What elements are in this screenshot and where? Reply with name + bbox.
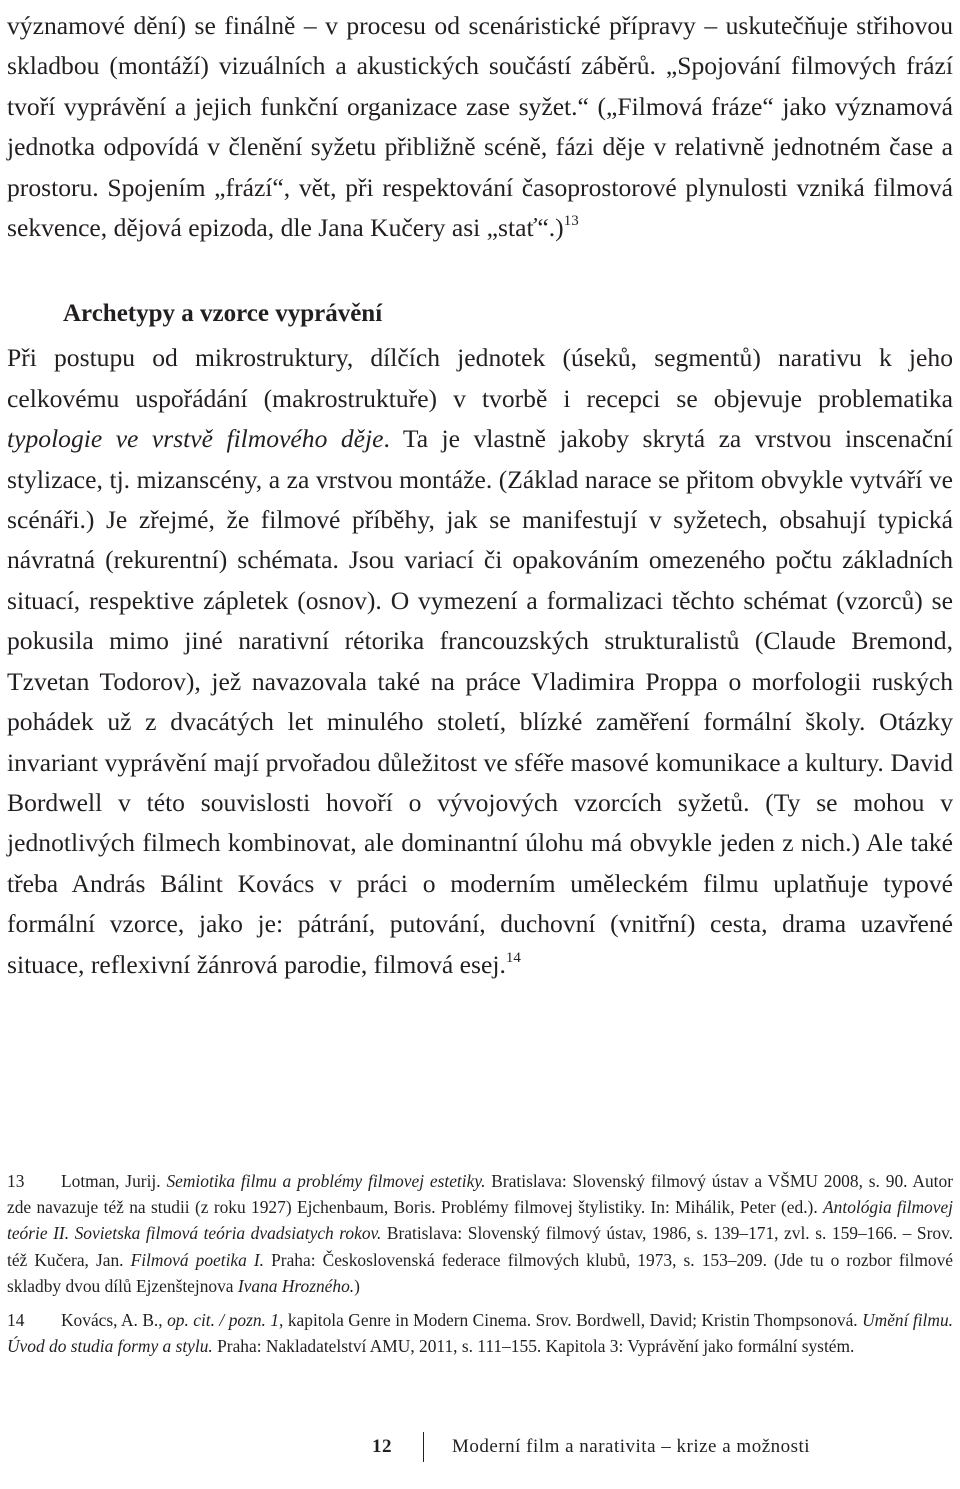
section-text-c: . Ta je vlastně jakoby skrytá za vrstvou inscenační stylizace, tj. mizanscény, a za vrstvou montáže. (Základ narace se přitom obvykle vytváří ve scénáři.) Je zřejmé, že filmové příběhy, jak se manifestují v syžetech, obsahují typická návratná (rekurentní) schémata. Jsou variací či opakováním omezeného počtu základních situací, respektive zápletek (osnov). O vymezení a formalizaci těchto schémat (vzorců) se pokusila mimo jiné narativní rétorika francouzských strukturalistů (Claude Bremond, Tzvetan Todorov), jež navazovala také na práce Vladimira Proppa o morfologii ruských pohádek už z dvacátých let minulého století, blízké zaměření formální školy. Otázky invariant vyprávění mají prvořadou důležitost ve sféře masové komunikace a kultury. David Bordwell v této souvislosti hovoří o vývojových vzorcích syžetů. (Ty se mohou v jednotlivých filmech kombinovat, ale dominantní úlohu má obvykle jeden z nich.) Ale také třeba András Bálint Kovács v práci o moderním uměleckém filmu uplatňuje typové formální vzorce, jako je: pátrání, putování, duchovní (vnitřní) cesta, drama uzavřené situace, reflexivní žánrová parodie, filmová esej. — [7, 424, 954, 979]
footnote-text: Bratislava: Slovenský filmový ústav a VŠMU 2008, s. 90. Autor zde navazuje též na studii (z roku 1927) Ejchenbaum, Boris. Problémy filmovej štylistiky. In: Mihálik, Peter (ed.). — [7, 1171, 954, 1218]
page-footer — [0, 1430, 960, 1460]
footer-divider — [423, 1432, 424, 1462]
intro-text: významové dění) se finálně – v procesu od scenáristické přípravy – uskutečňuje střihovou skladbou (montáží) vizuálních a akustických součástí záběrů. „Spojování filmových frází tvoří vyprávění a jejich funkční organizace zase syžet.“ („Filmová fráze“ jako významová jednotka odpovídá v členění syžetu přibližně scéně, fázi děje v relativně jednotném čase a prostoru. Spojením „frází“, vět, při respektování časoprostorové plynulosti vzniká filmová sekvence, dějová epizoda, dle Jana Kučery asi „stať“.) — [7, 11, 953, 243]
running-title: Moderní film a narativita – krize a možnosti — [452, 1436, 811, 1457]
footnote-text: Kovács, A. B., — [61, 1310, 168, 1331]
footnote-title: Semiotika filmu a problémy filmovej estetiky. — [166, 1171, 486, 1191]
footnote-title: Filmová poetika I. — [130, 1249, 265, 1270]
section-heading: Archetypy a vzorce vyprávění — [63, 300, 383, 328]
footnote-text: Praha: Československá federace filmových klubů, 1973, s. 153–209. (Jde tu o rozbor filmové skladby dvou dílů Ejzenštejnova — [7, 1249, 953, 1296]
footnotes — [7, 1168, 953, 1367]
footnote-ref-13[interactable]: 13 — [563, 213, 579, 230]
footnote-ref-14[interactable]: 14 — [505, 949, 521, 966]
footnote-title: Ivana Hrozného. — [237, 1275, 355, 1296]
footnote-number: 14 — [7, 1310, 25, 1331]
footnote-text: kapitola Genre in Modern Cinema. Srov. Bordwell, David; Kristin Thompsonová. — [283, 1310, 863, 1331]
section-text-a: Při postupu od mikrostruktury, dílčích jednotek (úseků, segmentů) narativu k jeho celkovému uspořádání (makrostruktuře) v tvorbě i recepci se objevuje problematika — [7, 343, 953, 413]
footnote-title: op. cit. / pozn. 1, — [167, 1310, 284, 1331]
footnote-title: Antológia filmovej teórie II. Sovietska filmová teória dvadsiatych rokov. — [7, 1197, 954, 1244]
section-text-italic: typologie ve vrstvě filmového děje — [7, 424, 384, 454]
footnote-13 — [7, 1168, 953, 1299]
footnote-14 — [7, 1307, 953, 1359]
section-paragraph — [7, 338, 953, 985]
footnote-text: Praha: Nakladatelství AMU, 2011, s. 111–155. Kapitola 3: Vyprávění jako formální systém. — [212, 1336, 855, 1357]
page-content — [7, 0, 953, 985]
page-number: 12 — [372, 1436, 392, 1457]
footnote-text: ) — [354, 1275, 360, 1296]
footnote-number: 13 — [7, 1171, 25, 1191]
footnote-text: Bratislava: Slovenský filmový ústav, 1986, s. 139–171, zvl. s. 159–166. – Srov. též Kučera, Jan. — [7, 1223, 953, 1270]
footnote-title: Umění filmu. Úvod do studia formy a stylu. — [7, 1310, 953, 1357]
intro-paragraph — [7, 6, 953, 248]
footnote-text: Lotman, Jurij. — [61, 1171, 167, 1191]
